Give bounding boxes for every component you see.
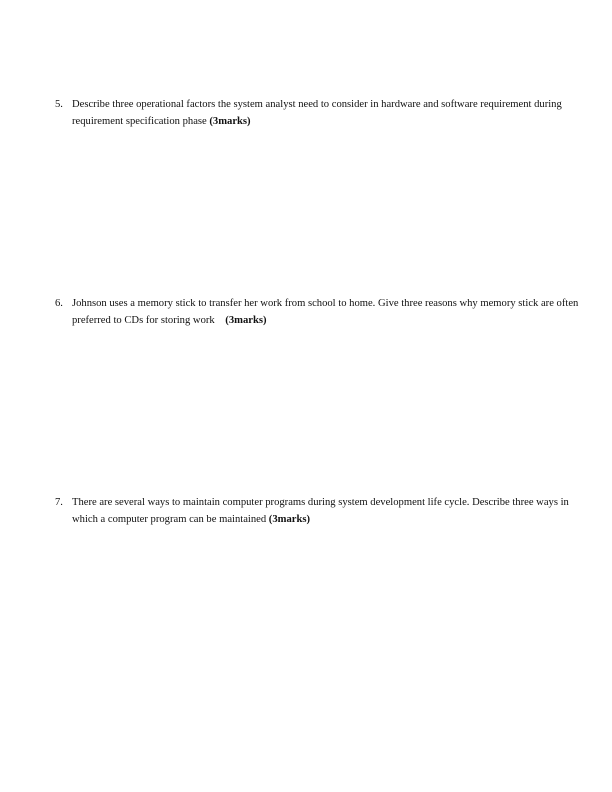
question-text: Johnson uses a memory stick to transfer her work from school to home. Give three reasons why memory stick are often preferred to CDs for storing work: [72, 298, 579, 326]
question-5: [55, 97, 585, 130]
question-7: [55, 495, 585, 528]
question-text: Describe three operational factors the system analyst need to consider in hardware and software requirement during requirement specification phase: [72, 99, 562, 127]
question-marks: (3marks): [225, 314, 267, 326]
question-6: [55, 296, 585, 329]
question-marks: (3marks): [209, 115, 251, 127]
question-number: 6.: [55, 298, 63, 309]
question-text: There are several ways to maintain computer programs during system development life cycle. Describe three ways in which a computer program can be maintained: [72, 497, 569, 525]
question-number: 7.: [55, 497, 63, 508]
question-marks: (3marks): [268, 513, 310, 525]
question-number: 5.: [55, 99, 63, 110]
